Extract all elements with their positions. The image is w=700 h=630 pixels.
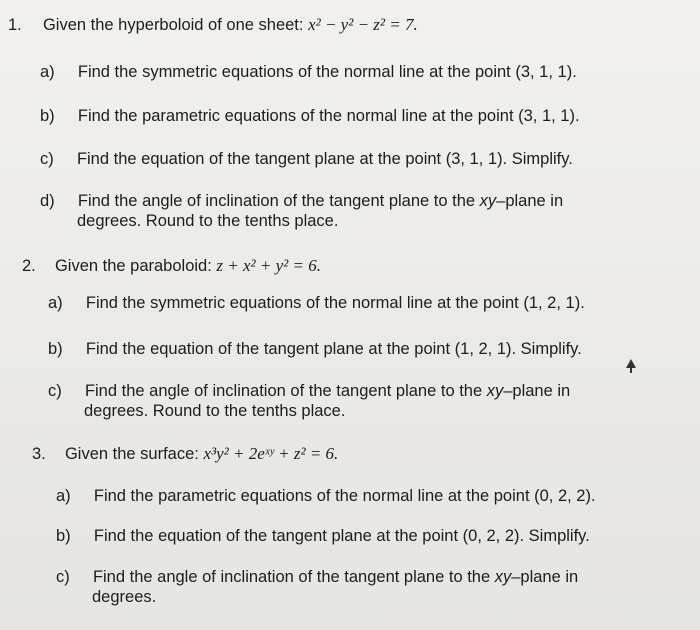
part-text: Find the angle of inclination of the tangent plane to the	[84, 382, 487, 400]
part-text: Find the equation of the tangent plane at the point (3, 1, 1). Simplify.	[76, 150, 573, 168]
part-text: Find the parametric equations of the normal line at the point (0, 2, 2).	[93, 487, 596, 505]
part-text: Find the angle of inclination of the tangent plane to the	[92, 568, 495, 586]
part-label: b)	[40, 107, 55, 125]
problem-stem-text: Given the hyperboloid of one sheet:	[42, 16, 309, 34]
problem-3-part-c-line2: degrees.	[92, 588, 157, 606]
problem-1-part-d-line2: degrees. Round to the tenths place.	[77, 212, 339, 230]
part-text: Find the angle of inclination of the tangent plane to the	[77, 192, 480, 210]
problem-1-part-a	[40, 62, 577, 82]
part-label: a)	[40, 63, 55, 81]
part-text: –plane in	[503, 382, 571, 400]
problem-1-part-b	[40, 106, 580, 126]
part-text: Find the symmetric equations of the normal line at the point (3, 1, 1).	[77, 63, 577, 81]
problem-2-part-c-line2: degrees. Round to the tenths place.	[84, 402, 346, 420]
problem-equation: z + x² + y² = 6.	[216, 256, 321, 275]
problem-1-part-c	[40, 149, 573, 169]
problem-number: 3.	[32, 445, 46, 463]
part-text-em: xy	[494, 568, 512, 586]
problem-1-stem	[8, 15, 418, 35]
part-text-em: xy	[479, 192, 497, 210]
part-label: b)	[48, 340, 63, 358]
problem-3-part-c	[56, 567, 578, 587]
problem-stem-text: Given the surface:	[64, 445, 204, 463]
problem-stem-text: Given the paraboloid:	[54, 257, 217, 275]
problem-2-part-a	[48, 293, 585, 313]
problem-3-stem	[32, 444, 338, 464]
part-text: Find the equation of the tangent plane at the point (1, 2, 1). Simplify.	[85, 340, 582, 358]
part-text-em: xy	[486, 382, 504, 400]
problem-2-part-c	[48, 381, 570, 401]
problem-2-part-b	[48, 339, 582, 359]
problem-2-stem	[22, 256, 321, 276]
part-text: Find the equation of the tangent plane at the point (0, 2, 2). Simplify.	[93, 527, 590, 545]
problem-3-part-b	[56, 526, 590, 546]
part-label: d)	[40, 192, 55, 210]
part-label: a)	[48, 294, 63, 312]
part-text: –plane in	[496, 192, 564, 210]
problem-number: 2.	[22, 257, 36, 275]
problem-1-part-d	[40, 191, 563, 211]
part-label: c)	[48, 382, 62, 400]
part-label: a)	[56, 487, 71, 505]
problem-equation: x² − y² − z² = 7.	[308, 15, 418, 34]
part-label: c)	[56, 568, 70, 586]
mouse-cursor-stem	[630, 367, 632, 373]
part-text: Find the parametric equations of the normal line at the point (3, 1, 1).	[77, 107, 580, 125]
part-text: Find the symmetric equations of the normal line at the point (1, 2, 1).	[85, 294, 585, 312]
problem-equation: x³y² + 2eˣʸ + z² = 6.	[203, 444, 339, 463]
problem-number: 1.	[8, 16, 22, 34]
part-label: b)	[56, 527, 71, 545]
part-label: c)	[40, 150, 54, 168]
part-text: –plane in	[511, 568, 579, 586]
problem-3-part-a	[56, 486, 596, 506]
